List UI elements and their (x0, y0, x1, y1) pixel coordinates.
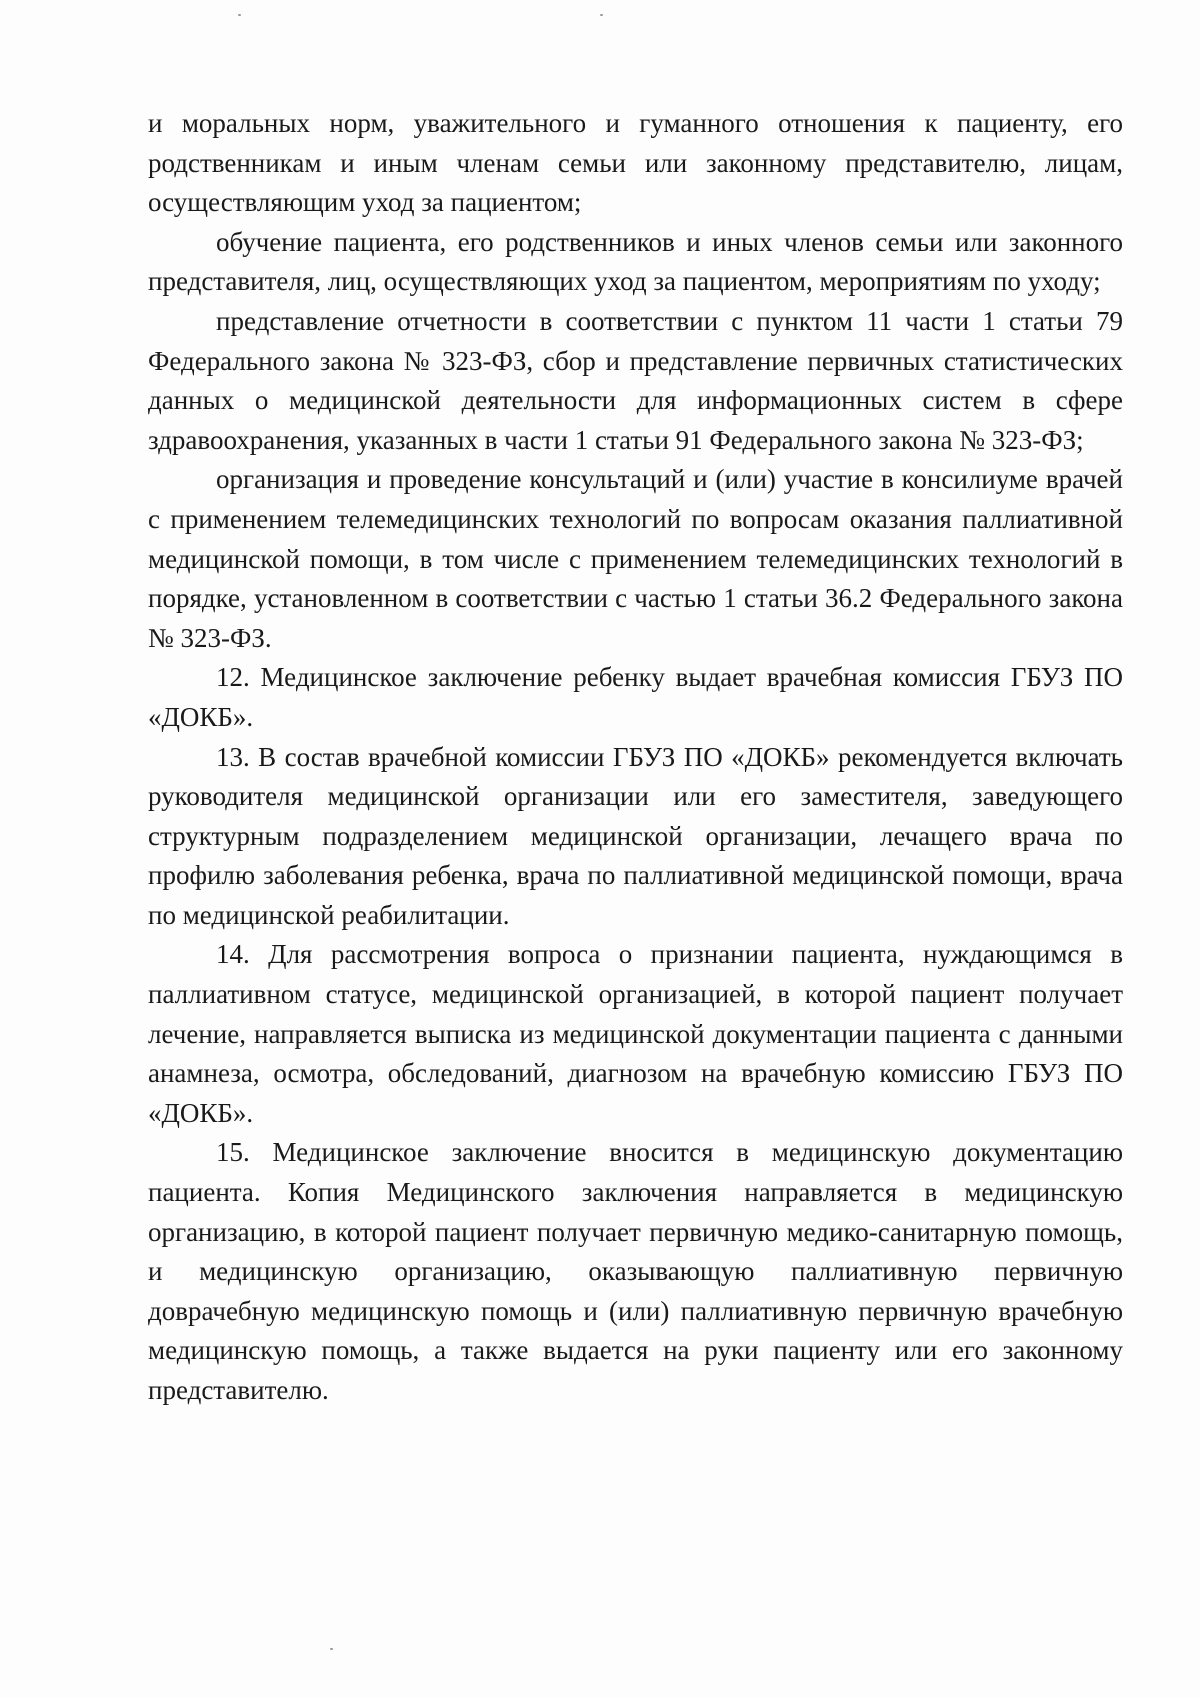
paragraph-item-14: 14. Для рассмотрения вопроса о признании пациента, нуждающимся в паллиативном статусе, медицинской организацией, в которой пациент получает лечение, направляется выписка из медицинской документации пациента с данными анамнеза, осмотра, обследований, диагнозом на врачебную комиссию ГБУЗ ПО «ДОКБ». (148, 939, 1123, 1128)
scan-speck (600, 14, 603, 16)
paragraph-item-12: 12. Медицинское заключение ребенку выдает врачебная комиссия ГБУЗ ПО «ДОКБ». (148, 662, 1123, 732)
paragraph-reporting: представление отчетности в соответствии с пунктом 11 части 1 статьи 79 Федерального закона № 323-ФЗ, сбор и представление первичных статистических данных о медицинской деятельности для информационных систем в сфере здравоохранения, указанных в части 1 статьи 91 Федерального закона № 323-ФЗ; (148, 305, 1123, 455)
scan-speck (238, 14, 241, 16)
paragraph-item-15: 15. Медицинское заключение вносится в медицинскую документацию пациента. Копия Медицинского заключения направляется в медицинскую организацию, в которой пациент получает первичную медико-санитарную помощь, и медицинскую организацию, оказывающую паллиативную первичную доврачебную медицинскую помощь и (или) паллиативную первичную врачебную медицинскую помощь, а также выдается на руки пациенту или его законному представителю. (148, 1137, 1123, 1405)
paragraph-item-13: 13. В состав врачебной комиссии ГБУЗ ПО «ДОКБ» рекомендуется включать руководителя медицинской организации или его заместителя, заведующего структурным подразделением медицинской организации, лечащего врача по профилю заболевания ребенка, врача по паллиативной медицинской помощи, врача по медицинской реабилитации. (148, 741, 1123, 930)
document-body (148, 104, 1123, 1411)
paragraph-continuation: и моральных норм, уважительного и гуманного отношения к пациенту, его родственникам и иным членам семьи или законному представителю, лицам, осуществляющим уход за пациентом; (148, 108, 1123, 218)
scan-speck (330, 1648, 333, 1650)
paragraph-training: обучение пациента, его родственников и иных членов семьи или законного представителя, лиц, осуществляющих уход за пациентом, мероприятиям по уходу; (148, 226, 1123, 297)
paragraph-consultations: организация и проведение консультаций и (или) участие в консилиуме врачей с применением телемедицинских технологий по вопросам оказания паллиативной медицинской помощи, в том числе с применением телемедицинских технологий в порядке, установленном в соответствии с частью 1 статьи 36.2 Федерального закона № 323-ФЗ. (148, 464, 1123, 653)
